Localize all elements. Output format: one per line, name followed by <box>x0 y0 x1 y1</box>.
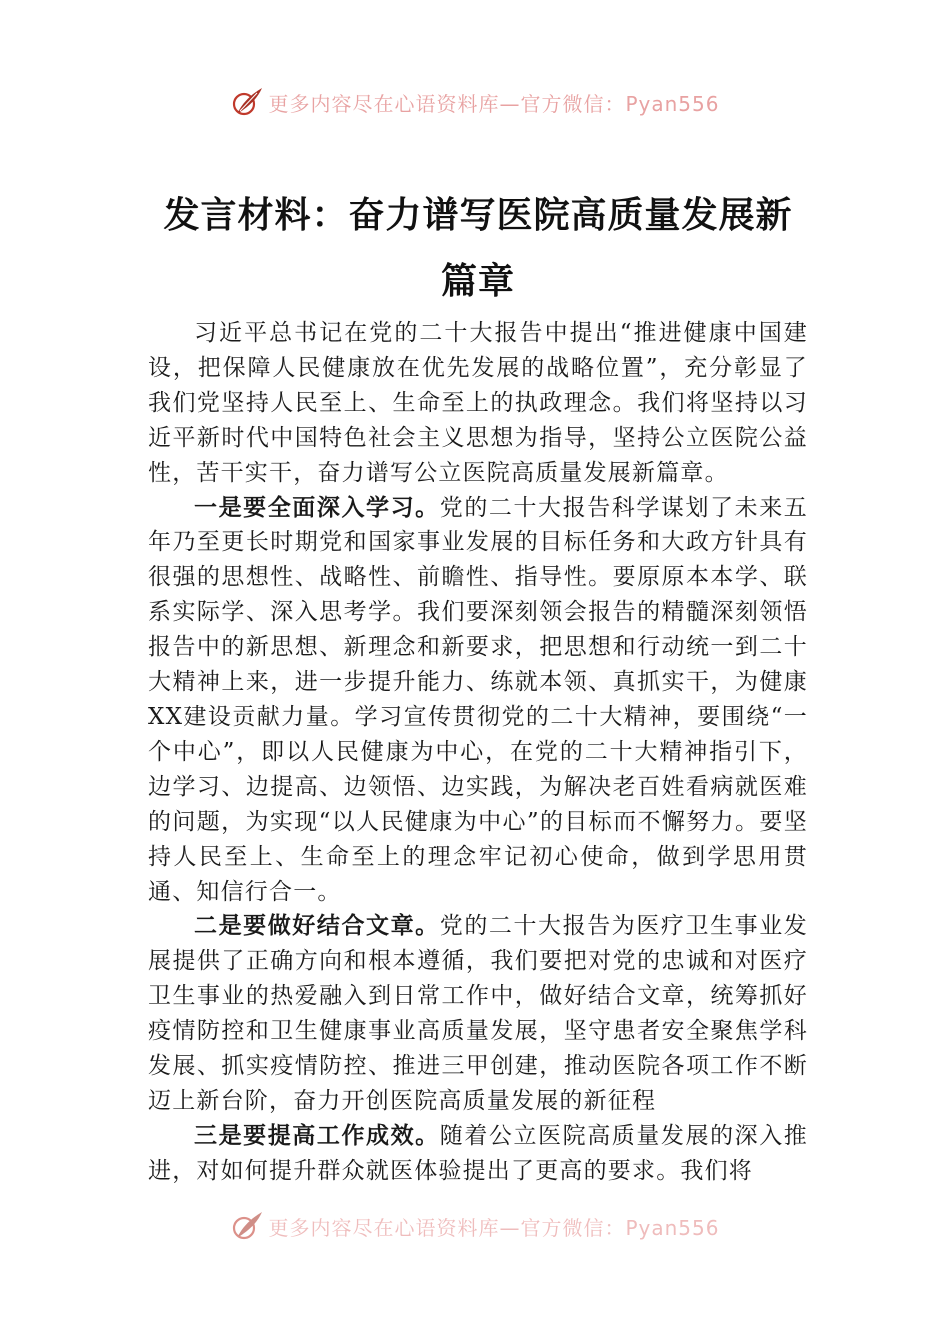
section-paragraph-1 <box>148 491 808 910</box>
section-text-3: 随着公立医院高质量发展的深入推进，对如何提升群众就医体验提出了更高的要求。我们将 <box>148 1122 808 1184</box>
section-paragraph-2 <box>148 909 808 1118</box>
footer-watermark-banner <box>0 1206 950 1246</box>
intro-paragraph: 习近平总书记在党的二十大报告中提出“推进健康中国建设，把保障人民健康放在优先发展的战略位置”，充分彰显了我们党坚持人民至上、生命至上的执政理念。我们将坚持以习近平新时代中国特色社会主义思想为指导，坚持公立医院公益性，苦干实干，奋力谱写公立医院高质量发展新篇章。 <box>148 320 808 486</box>
feather-pen-logo-icon <box>230 1209 264 1243</box>
footer-watermark-text: 更多内容尽在心语资料库—官方微信：Pyan556 <box>268 1215 720 1240</box>
feather-pen-logo-icon <box>230 85 264 119</box>
section-lead-1: 一是要全面深入学习。 <box>194 494 440 521</box>
header-watermark-banner <box>0 80 950 124</box>
section-paragraph-3 <box>148 1119 808 1189</box>
section-text-1: 党的二十大报告科学谋划了未来五年乃至更长时期党和国家事业发展的目标任务和大政方针具有很强的思想性、战略性、前瞻性、指导性。要原原本本学、联系实际学、深入思考学。我们要深刻领会报告的精髓深刻领悟报告中的新思想、新理念和新要求，把思想和行动统一到二十大精神上来，进一步提升能力、练就本领、真抓实干，为健康XX建设贡献力量。学习宣传贯彻党的二十大精神，要围绕“一个中心”，即以人民健康为中心，在党的二十大精神指引下，边学习、边提高、边领悟、边实践，为解决老百姓看病就医难的问题，为实现“以人民健康为中心”的目标而不懈努力。要坚持人民至上、生命至上的理念牢记初心使命，做到学思用贯通、知信行合一。 <box>148 494 808 905</box>
section-text-2: 党的二十大报告为医疗卫生事业发展提供了正确方向和根本遵循，我们要把对党的忠诚和对医疗卫生事业的热爱融入到日常工作中，做好结合文章，统筹抓好疫情防控和卫生健康事业高质量发展，坚守患者安全聚焦学科发展、抓实疫情防控、推进三甲创建，推动医院各项工作不断迈上新台阶，奋力开创医院高质量发展的新征程 <box>148 913 808 1114</box>
document-body <box>148 316 808 1189</box>
section-lead-2: 二是要做好结合文章。 <box>194 913 440 940</box>
document-title: 发言材料：奋力谱写医院高质量发展新篇章 <box>163 194 793 302</box>
section-lead-3: 三是要提高工作成效。 <box>194 1122 440 1149</box>
header-watermark-text: 更多内容尽在心语资料库—官方微信：Pyan556 <box>268 91 720 116</box>
